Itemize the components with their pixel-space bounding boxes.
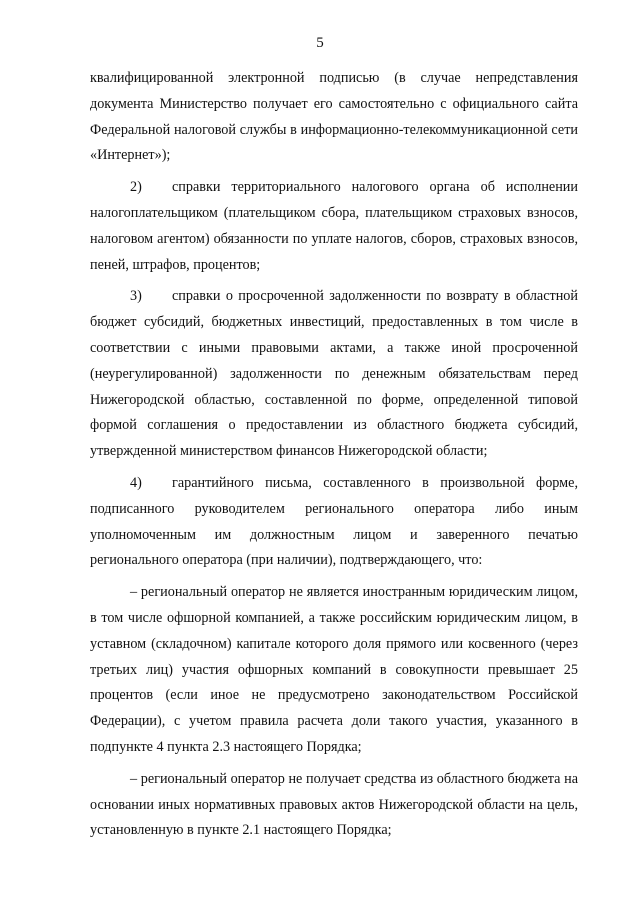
list-item-number: 2): [130, 179, 142, 196]
list-item-2: [90, 175, 578, 278]
list-item-4: [90, 471, 578, 574]
list-item-text: справки о просроченной задолженности по возврату в областной бюджет субсидий, бюджетных инвестиций, предоставленных в том числе в соответствии с иными правовыми актами, а также иной просроченной (неурегулированной) задолженности по денежным обязательствам перед Нижегородской областью, составленной по форме, определенной типовой формой соглашения о предоставлении из областного бюджета субсидий, утвержденной министерством финансов Нижегородской области;: [90, 288, 578, 460]
page-number: 5: [316, 35, 324, 51]
list-item-number: 4): [130, 474, 142, 491]
dash-item-offshore: – региональный оператор не является иностранным юридическим лицом, в том числе офшорной компанией, а также российским юридическим лицом, в уставном (складочном) капитале которого доля прямого или косвенного (через третьих лиц) участия офшорных компаний в совокупности превышает 25 процентов (если иное не предусмотрено законодательством Российской Федерации), с учетом правила расчета доли такого участия, указанного в подпункте 4 пункта 2.3 настоящего Порядка;: [90, 584, 578, 755]
document-body: [90, 66, 578, 844]
list-item-text: гарантийного письма, составленного в произвольной форме, подписанного руководителем регионального оператора либо иным уполномоченным им должностным лицом и заверенного печатью регионального оператора (при наличии), подтверждающего, что:: [90, 474, 578, 569]
dash-item-budget: – региональный оператор не получает средства из областного бюджета на основании иных нормативных правовых актов Нижегородской области на цель, установленную в пункте 2.1 настоящего Порядка;: [90, 770, 578, 839]
paragraph-continuation: квалифицированной электронной подписью (в случае непредставления документа Министерство получает его самостоятельно с официального сайта Федеральной налоговой службы в информационно-телекоммуникационной сети «Интернет»);: [90, 70, 578, 164]
list-item-number: 3): [130, 288, 142, 305]
list-item-text: справки территориального налогового органа об исполнении налогоплательщиком (плательщиком сбора, плательщиком страховых взносов, налоговом агентом) обязанности по уплате налогов, сборов, страховых взносов, пеней, штрафов, процентов;: [90, 179, 578, 273]
list-item-3: [90, 284, 578, 465]
